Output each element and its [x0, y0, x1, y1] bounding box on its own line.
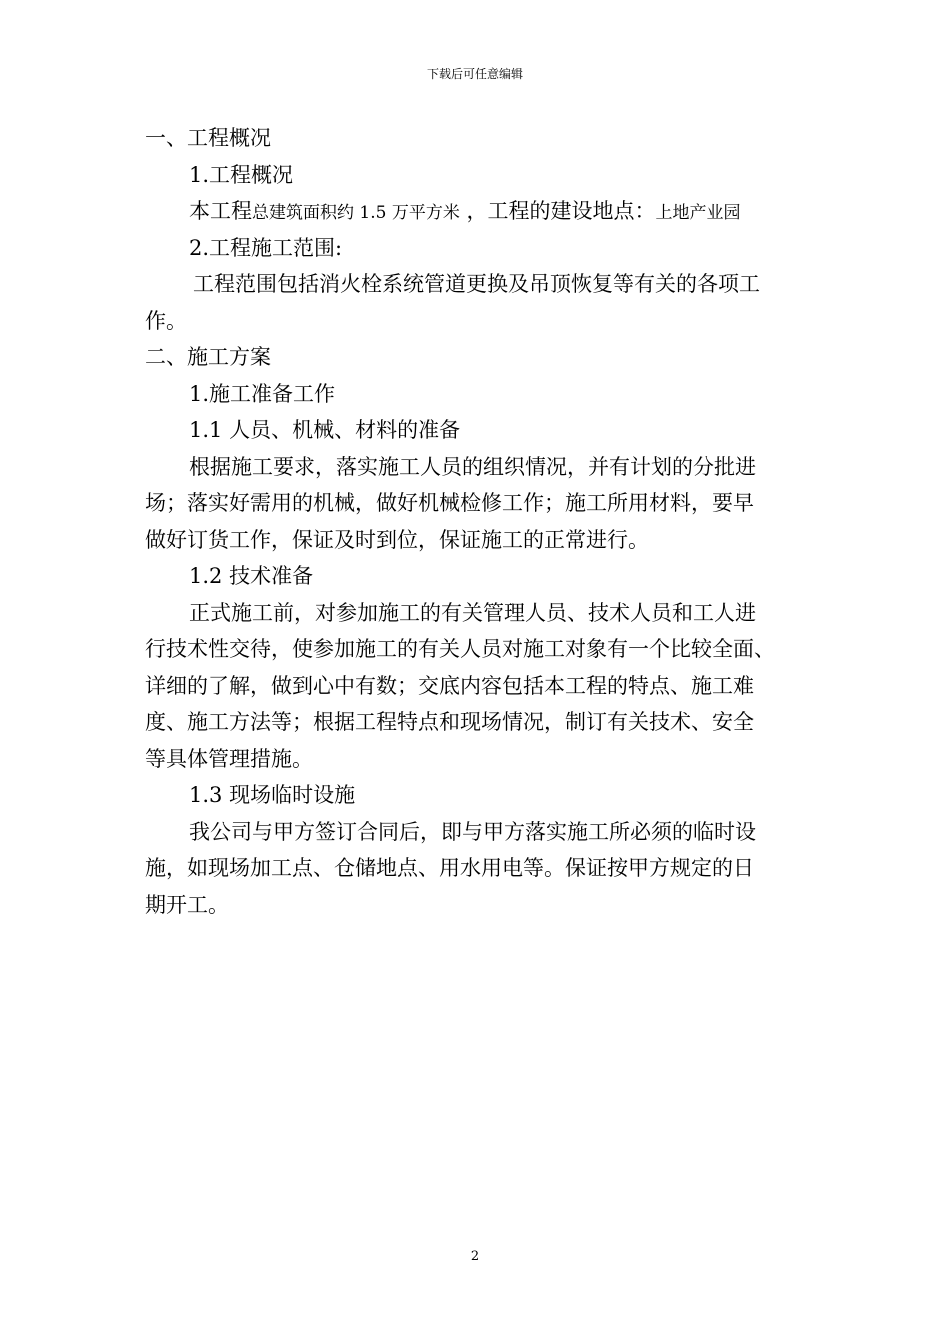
- paragraph-line: 度、施工方法等；根据工程特点和现场情况，制订有关技术、安全: [145, 710, 754, 734]
- paragraph-line: 等具体管理措施。: [145, 746, 313, 771]
- text-run-location: 上地产业园: [655, 203, 741, 223]
- subheading-construction-scope: 2.工程施工范围:: [189, 235, 343, 260]
- text-run-area: 总建筑面积约 1.5 万平方米: [252, 203, 460, 223]
- paragraph-project-area: [145, 193, 810, 230]
- subheading-technical-preparation: 1.2 技术准备: [189, 564, 314, 588]
- paragraph-line: 施，如现场加工点、仓储地点、用水用电等。保证按甲方规定的日: [145, 856, 754, 880]
- page-header: 下载后可任意编辑: [426, 67, 523, 81]
- subheading-project-overview: 1.工程概况: [189, 162, 294, 187]
- paragraph-scope-line: 作。: [145, 308, 187, 333]
- document-body: [145, 120, 810, 923]
- subheading-temporary-facilities: 1.3 现场临时设施: [189, 783, 356, 807]
- text-run: ，工程的建设地点：: [459, 199, 656, 223]
- paragraph-line: 期开工。: [145, 892, 229, 917]
- section-heading-construction-plan: 二、施工方案: [145, 345, 271, 369]
- paragraph-line: 行技术性交待，使参加施工的有关人员对施工对象有一个比较全面、: [145, 637, 775, 661]
- section-heading-overview: 一、工程概况: [145, 126, 271, 150]
- paragraph-line: 详细的了解，做到心中有数；交底内容包括本工程的特点、施工难: [145, 673, 754, 698]
- text-run: 本工程: [189, 199, 252, 223]
- paragraph-line: 场；落实好需用的机械，做好机械检修工作；施工所用材料，要早: [145, 491, 754, 515]
- paragraph-line: 做好订货工作，保证及时到位，保证施工的正常进行。: [145, 527, 649, 552]
- subheading-preparation: 1.施工准备工作: [189, 381, 336, 406]
- subheading-personnel-machinery: 1.1 人员、机械、材料的准备: [189, 418, 461, 442]
- paragraph-line: 正式施工前，对参加施工的有关管理人员、技术人员和工人进: [189, 600, 756, 625]
- paragraph-line: 根据施工要求，落实施工人员的组织情况，并有计划的分批进: [189, 454, 756, 479]
- paragraph-scope-line: 工程范围包括消火栓系统管道更换及吊顶恢复等有关的各项工: [193, 272, 760, 296]
- paragraph-line: 我公司与甲方签订合同后，即与甲方落实施工所必须的临时设: [189, 819, 756, 844]
- page-number: 2: [470, 1249, 480, 1264]
